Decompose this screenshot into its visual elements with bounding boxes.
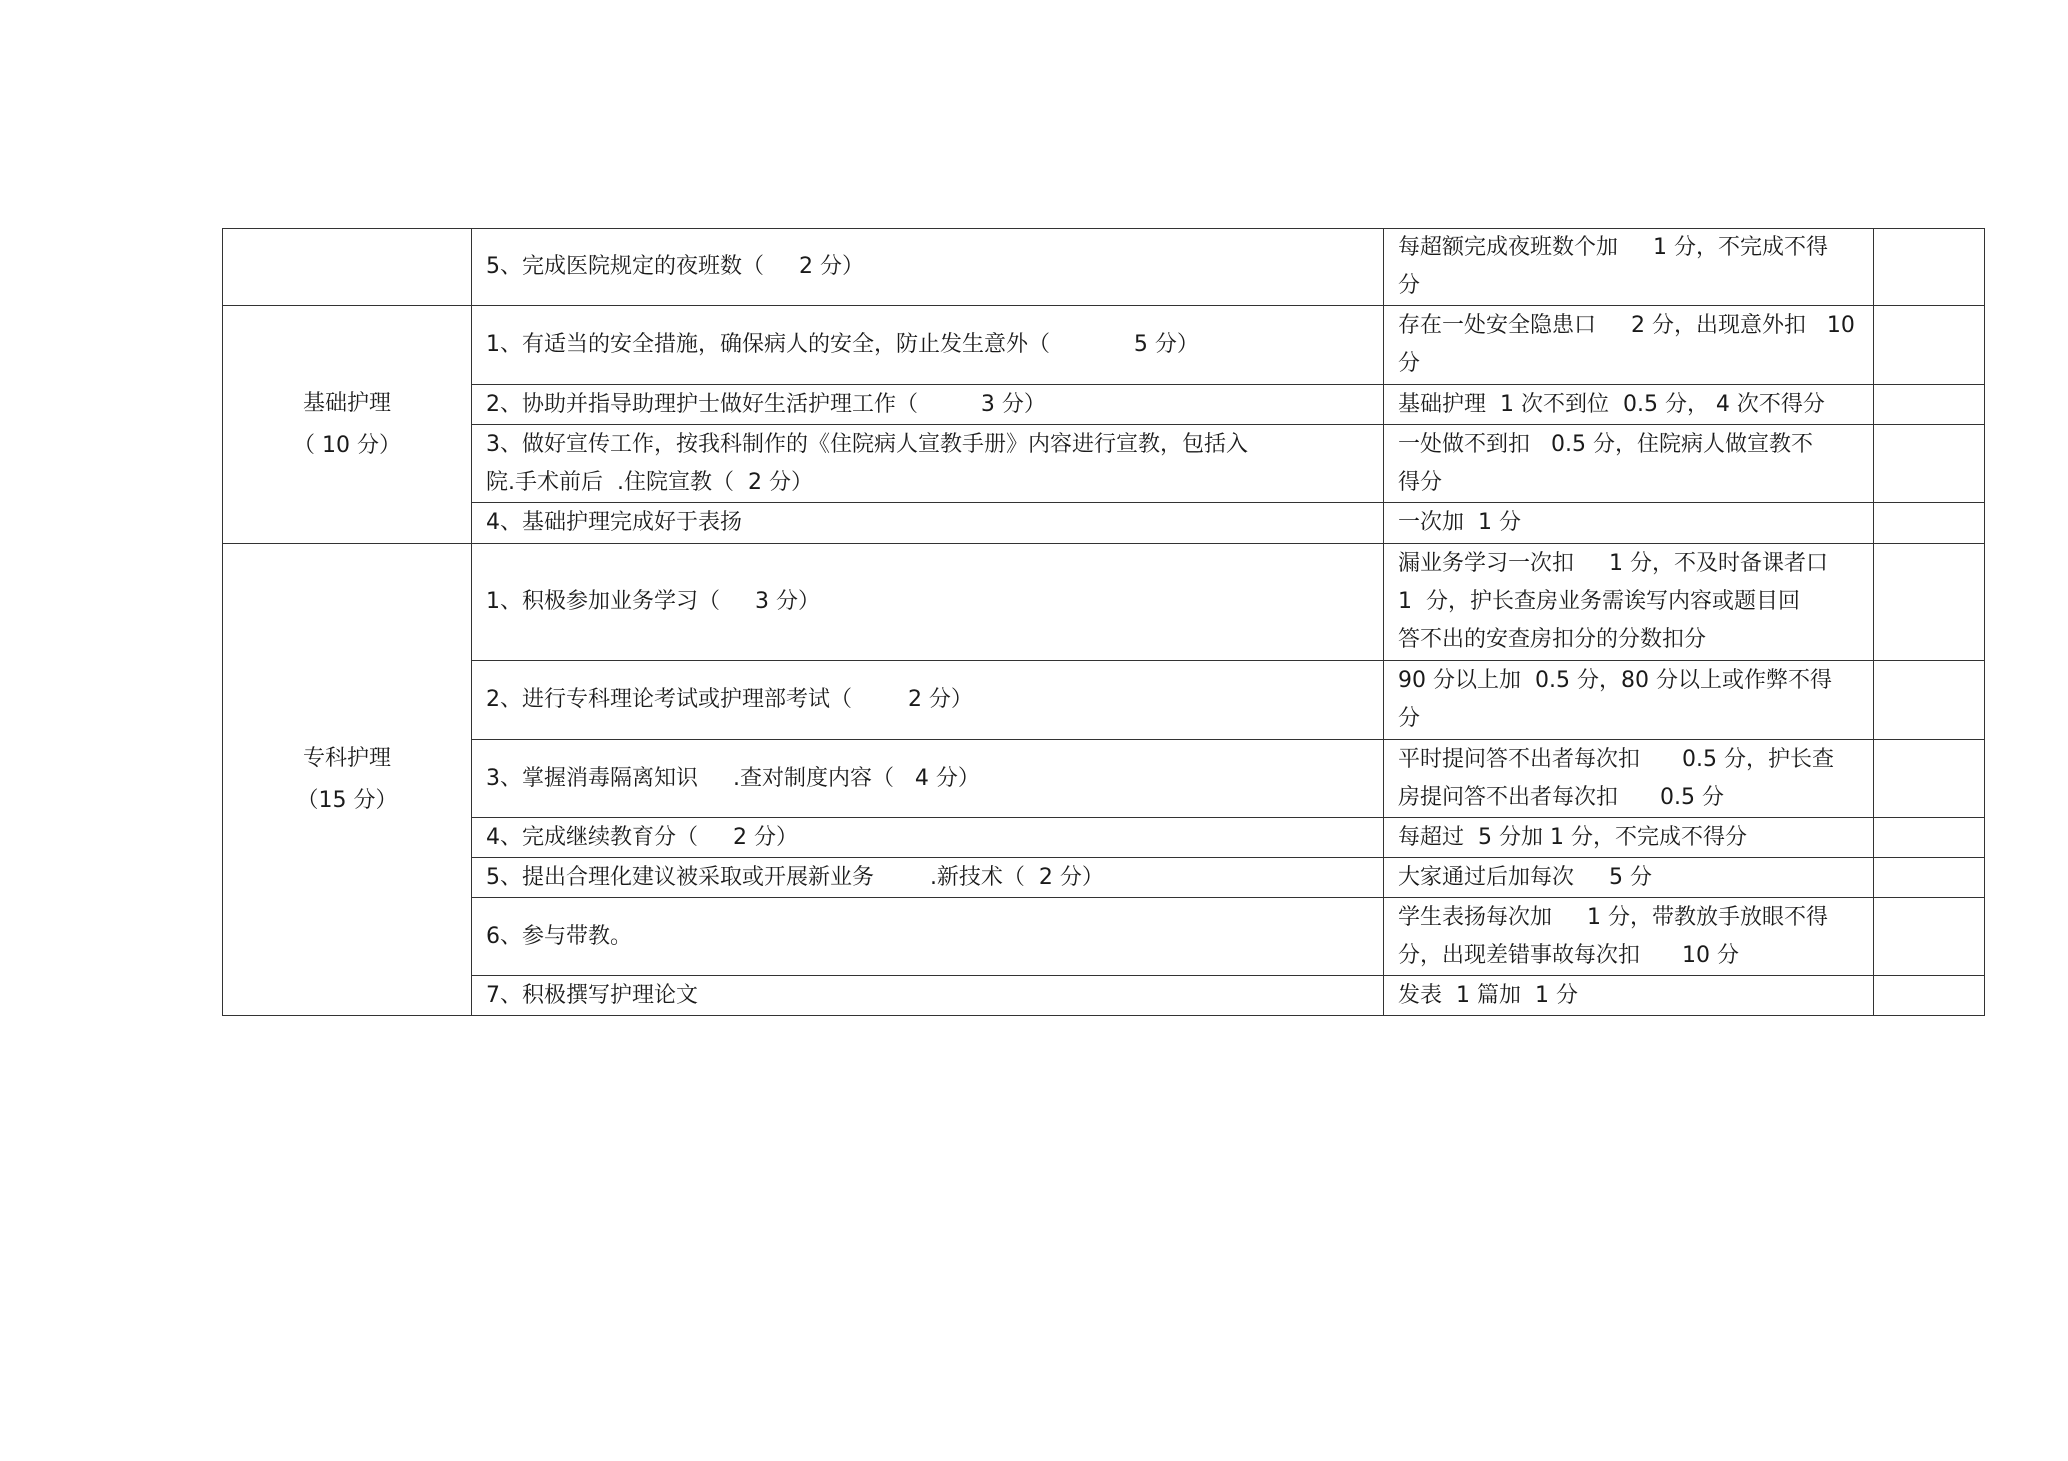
item-cell: 3、掌握消毒隔离知识 .查对制度内容（ 4 分） — [472, 740, 1384, 818]
item-cell: 5、提出合理化建议被采取或开展新业务 .新技术（ 2 分） — [472, 858, 1384, 898]
item-cell: 5、完成医院规定的夜班数（ 2 分） — [472, 229, 1384, 306]
item-cell: 2、协助并指导助理护士做好生活护理工作（ 3 分） — [472, 385, 1384, 425]
score-cell — [1874, 740, 1985, 818]
category-name: 基础护理 — [302, 390, 391, 416]
rule-cell: 存在一处安全隐患口 2 分，出现意外扣 10 分 — [1384, 306, 1874, 385]
table-row — [223, 503, 1985, 544]
rule-cell: 大家通过后加每次 5 分 — [1384, 858, 1874, 898]
table-row — [223, 661, 1985, 740]
evaluation-table — [222, 228, 1985, 1016]
rule-cell: 一处做不到扣 0.5 分，住院病人做宣教不 得分 — [1384, 425, 1874, 503]
score-cell — [1874, 385, 1985, 425]
score-cell — [1874, 858, 1985, 898]
category-points: （15 分） — [296, 787, 398, 813]
rule-cell: 基础护理 1 次不到位 0.5 分， 4 次不得分 — [1384, 385, 1874, 425]
table-row — [223, 544, 1985, 661]
table-row — [223, 229, 1985, 306]
score-cell — [1874, 818, 1985, 858]
table-row — [223, 976, 1985, 1016]
item-cell: 2、进行专科理论考试或护理部考试（ 2 分） — [472, 661, 1384, 740]
table-row — [223, 898, 1985, 976]
table-row — [223, 818, 1985, 858]
table-row — [223, 306, 1985, 385]
table-row — [223, 740, 1985, 818]
rule-cell: 平时提问答不出者每次扣 0.5 分，护长查 房提问答不出者每次扣 0.5 分 — [1384, 740, 1874, 818]
item-cell: 1、有适当的安全措施，确保病人的安全，防止发生意外（ 5 分） — [472, 306, 1384, 385]
rule-cell: 每超过 5 分加 1 分，不完成不得分 — [1384, 818, 1874, 858]
item-cell: 4、完成继续教育分（ 2 分） — [472, 818, 1384, 858]
table-row — [223, 425, 1985, 503]
category-cell — [223, 544, 472, 1016]
category-cell — [223, 229, 472, 306]
rule-cell: 一次加 1 分 — [1384, 503, 1874, 544]
table-row — [223, 385, 1985, 425]
item-cell: 4、基础护理完成好于表扬 — [472, 503, 1384, 544]
score-cell — [1874, 306, 1985, 385]
score-cell — [1874, 544, 1985, 661]
score-cell — [1874, 425, 1985, 503]
rule-cell: 漏业务学习一次扣 1 分，不及时备课者口 1 分，护长查房业务需诶写内容或题目回 答不出的安查房扣分的分数扣分 — [1384, 544, 1874, 661]
category-points: （ 10 分） — [293, 432, 401, 458]
rule-cell: 每超额完成夜班数个加 1 分，不完成不得 分 — [1384, 229, 1874, 306]
score-cell — [1874, 229, 1985, 306]
category-cell — [223, 306, 472, 544]
category-name: 专科护理 — [302, 745, 391, 771]
item-cell: 1、积极参加业务学习（ 3 分） — [472, 544, 1384, 661]
item-cell: 7、积极撰写护理论文 — [472, 976, 1384, 1016]
rule-cell: 学生表扬每次加 1 分，带教放手放眼不得 分，出现差错事故每次扣 10 分 — [1384, 898, 1874, 976]
item-cell: 3、做好宣传工作，按我科制作的《住院病人宣教手册》内容进行宣教，包括入 院.手术前后 .住院宣教（ 2 分） — [472, 425, 1384, 503]
score-cell — [1874, 661, 1985, 740]
rule-cell: 发表 1 篇加 1 分 — [1384, 976, 1874, 1016]
score-cell — [1874, 898, 1985, 976]
score-cell — [1874, 976, 1985, 1016]
table-row — [223, 858, 1985, 898]
score-cell — [1874, 503, 1985, 544]
item-cell: 6、参与带教。 — [472, 898, 1384, 976]
rule-cell: 90 分以上加 0.5 分，80 分以上或作弊不得 分 — [1384, 661, 1874, 740]
